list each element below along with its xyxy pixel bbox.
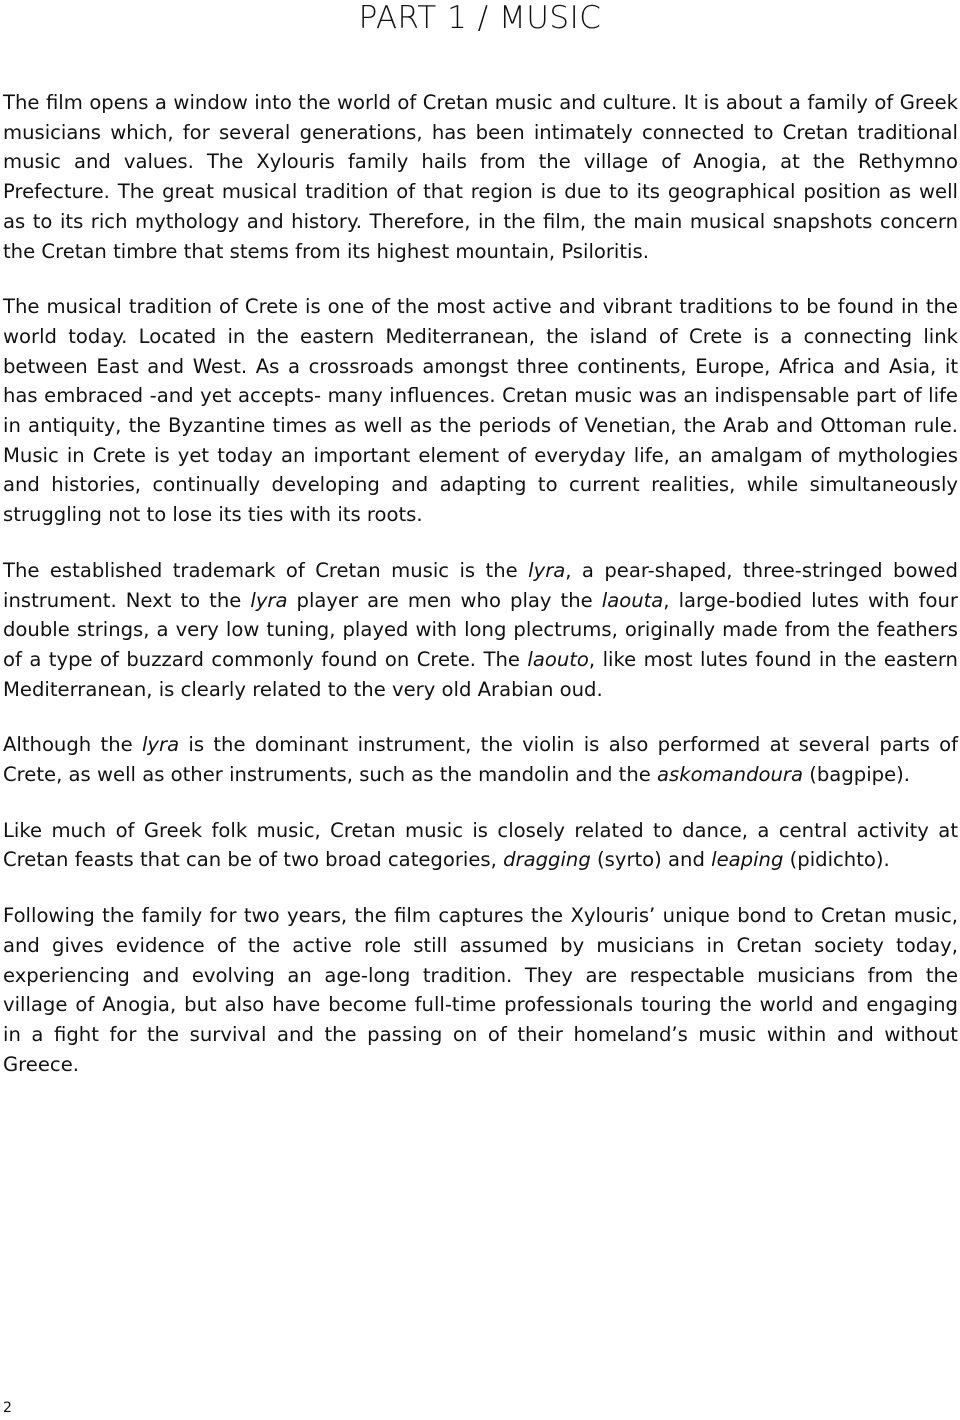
text-run: The film opens a window into the world of Cretan music and culture. It is about a family of Greek musicians which, for several generations, has been intimately connected to Cretan traditional music and values. The Xylouris family hails from the village of Anogia, at the Rethymno Prefecture. The great musical tradition of that region is due to its geographical position as well as to its rich mythology and history. Therefore, in the film, the main musical snapshots concern the Cretan timbre that stems from its highest mountain, Psiloritis. [3, 91, 958, 263]
paragraph-4 [3, 730, 958, 789]
text-run: , a pear-shaped, three-stringed bowed instrument. Next to the [3, 558, 958, 612]
text-run: The established trademark of Cretan music is the [3, 558, 529, 582]
paragraph-3 [3, 556, 958, 705]
paragraph-5 [3, 816, 958, 875]
text-run: Although the [3, 733, 142, 757]
italic-term: dragging [503, 848, 591, 872]
page-number: 2 [3, 1400, 12, 1416]
text-run: player are men who play the [287, 588, 602, 612]
text-run: (pidichto). [783, 848, 890, 872]
text-run: Following the family for two years, the film captures the Xylouris’ unique bond to Cretan music, and gives evidence of the active role still assumed by musicians in Cretan society today, experiencing and evolving an age-long tradition. They are respectable musicians from the village of Anogia, but also have become full-time professionals touring the world and engaging in a fight for the survival and the passing on of their homeland’s music within and without Greece. [3, 904, 958, 1076]
text-run: (bagpipe). [803, 763, 911, 787]
paragraph-6 [3, 901, 958, 1079]
text-run: Like much of Greek folk music, Cretan music is closely related to dance, a central activity at Cretan feasts that can be of two broad categories, [3, 818, 958, 872]
body-text [3, 88, 958, 1105]
italic-term: lyra [141, 733, 180, 757]
paragraph-1 [3, 88, 958, 266]
italic-term: laouta [601, 588, 664, 612]
text-run: , large-bodied lutes with four double strings, a very low tuning, played with long plectrums, originally made from the feathers of a type of buzzard commonly found on Crete. The [3, 588, 958, 671]
italic-term: askomandoura [657, 763, 803, 787]
text-run: (syrto) and [590, 848, 712, 872]
text-run: is the dominant instrument, the violin is also performed at several parts of Crete, as well as other instruments, such as the mandolin and the [3, 733, 958, 787]
page-title: PART 1 / MUSIC [358, 0, 602, 36]
text-run: The musical tradition of Crete is one of the most active and vibrant traditions to be found in the world today. Located in the eastern Mediterranean, the island of Crete is a connecting link between East and West. As a crossroads amongst three continents, Europe, Africa and Asia, it has embraced -and yet accepts- many influences. Cretan music was an indispensable part of life in antiquity, the Byzantine times as well as the periods of Venetian, the Arab and Ottoman rule. Music in Crete is yet today an important element of everyday life, an amalgam of mythologies and histories, continually developing and adapting to current realities, while simultaneously struggling not to lose its ties with its roots. [3, 295, 958, 527]
paragraph-2 [3, 292, 958, 530]
italic-term: leaping [711, 848, 784, 872]
italic-term: laouto [527, 647, 589, 671]
italic-term: lyra [528, 558, 566, 582]
text-run: , like most lutes found in the eastern Mediterranean, is clearly related to the very old Arabian oud. [3, 647, 958, 701]
italic-term: lyra [250, 588, 288, 612]
